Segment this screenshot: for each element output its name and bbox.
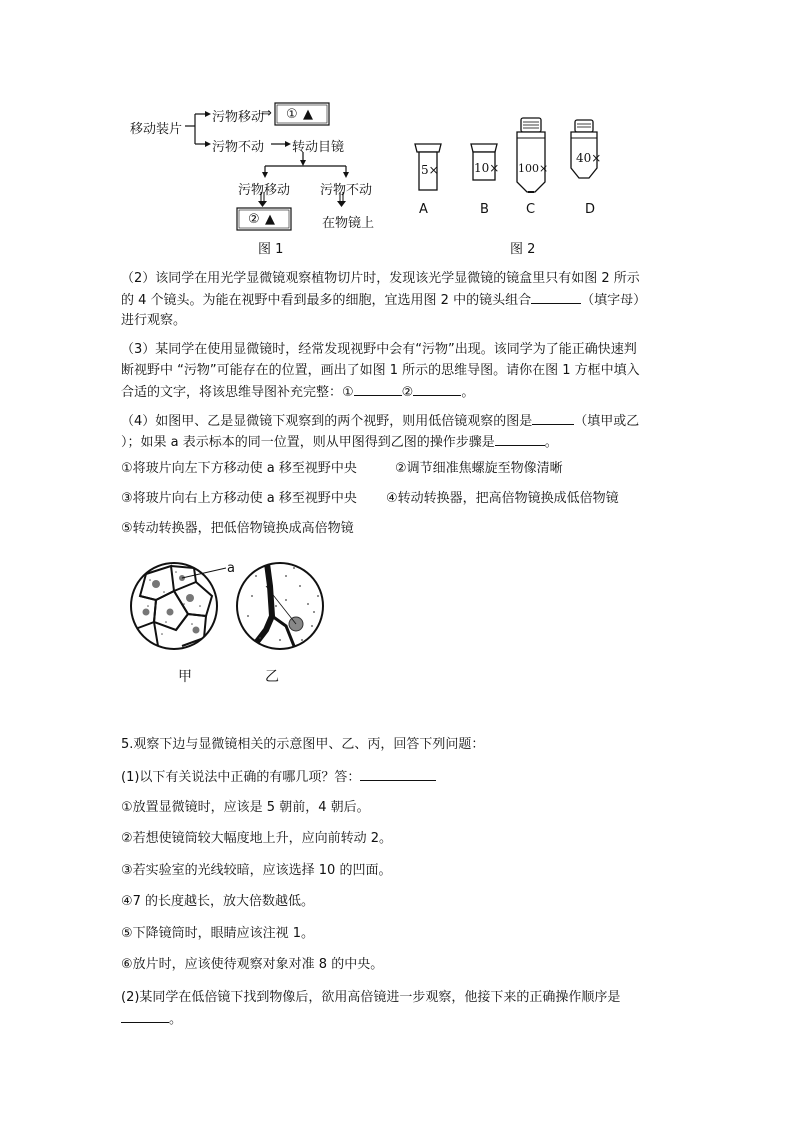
q3-answer-blank-2[interactable]	[413, 381, 461, 396]
fig1-dirt-stays-2: 污物不动	[320, 183, 373, 198]
fig1-box1-num: ①	[286, 107, 298, 122]
q4-option-2: ②调节细准焦螺旋至物像清晰	[395, 461, 563, 476]
fig1-box1-mark: ▲	[303, 107, 313, 122]
q5-sub2: (2)某同学在低倍镜下找到物像后，欲用高倍镜进一步观察，他接下来的正确操作顺序是	[121, 990, 621, 1005]
q5-sub1-answer-blank[interactable]	[360, 766, 436, 781]
lens-d-mag: 40×	[576, 151, 602, 165]
q5-item-4: ④7 的长度越长，放大倍数越低。	[121, 894, 315, 909]
fig1-root: 移动装片	[130, 122, 183, 137]
lens-a-mag: 5×	[421, 163, 439, 177]
q4-line-2	[121, 431, 558, 453]
fig1-arrow-1: ⇒	[261, 106, 272, 121]
fig1-box2-mark: ▲	[265, 212, 275, 227]
lens-b-mag: 10×	[474, 161, 500, 175]
q2-line-3: 进行观察。	[121, 313, 187, 328]
q2-line-2-tail: （填字母）	[581, 293, 647, 308]
q4-option-3: ③将玻片向右上方移动使 a 移至视野中央	[121, 491, 357, 506]
q5-item-5: ⑤下降镜筒时，眼睛应该注视 1。	[121, 926, 315, 941]
lens-a-letter: A	[419, 202, 428, 217]
fig2-caption: 图 2	[510, 242, 536, 257]
q4-answer-blank-1[interactable]	[532, 410, 574, 425]
q4-line-2-end: 。	[544, 435, 558, 450]
q5-item-3: ③若实验室的光线较暗，应该选择 10 的凹面。	[121, 863, 392, 878]
fig1-dirt-stays-1: 污物不动	[212, 140, 265, 155]
lens-d-shape	[571, 120, 597, 178]
fig1-on-objective: 在物镜上	[322, 216, 375, 231]
q5-sub2-line-2	[121, 1008, 182, 1030]
q2-line-1: （2）该同学在用光学显微镜观察植物切片时，发现该光学显微镜的镜盒里只有如图 2 所示	[121, 271, 640, 286]
lens-d-letter: D	[585, 202, 596, 217]
q5-sub2-answer-blank[interactable]	[121, 1008, 169, 1023]
lens-c-shape	[517, 118, 545, 192]
q5-sub1-text: (1)以下有关说法中正确的有哪几项？答：	[121, 770, 361, 785]
q5-item-6: ⑥放片时，应该使待观察对象对准 8 的中央。	[121, 957, 384, 972]
fig1-dirt-moves-1: 污物移动	[212, 110, 265, 125]
q5-title: 5.观察下边与显微镜相关的示意图甲、乙、丙，回答下列问题：	[121, 737, 485, 752]
q3-line-1: （3）某同学在使用显微镜时，经常发现视野中会有“污物”出现。该同学为了能正确快速判	[121, 342, 637, 357]
q5-item-1: ①放置显微镜时，应该是 5 朝前，4 朝后。	[121, 800, 370, 815]
q3-blank-2-label: ②	[401, 385, 414, 400]
q3-line-3	[121, 381, 474, 403]
q5-sub1	[121, 766, 436, 788]
q2-line-2	[121, 289, 646, 311]
fig1-rotate-eyepiece: 转动目镜	[292, 140, 345, 155]
q4-line-1-text: （4）如图甲、乙是显微镜下观察到的两个视野，则用低倍镜观察的图是	[121, 414, 533, 429]
lens-b-letter: B	[480, 202, 489, 217]
q4-answer-blank-2[interactable]	[495, 431, 545, 446]
q5-sub2-end: 。	[169, 1012, 183, 1027]
label-jia: 甲	[178, 669, 192, 685]
q3-line-3-text: 合适的文字，将该思维导图补充完整：①	[121, 385, 354, 400]
fig1-box2-num: ②	[248, 212, 260, 227]
q3-answer-blank-1[interactable]	[354, 381, 402, 396]
q2-answer-blank[interactable]	[531, 289, 581, 304]
label-yi: 乙	[265, 669, 279, 685]
q4-option-5: ⑤转动转换器，把低倍物镜换成高倍物镜	[121, 521, 354, 536]
label-a: a	[227, 561, 235, 576]
lens-c-letter: C	[526, 202, 536, 217]
q2-line-2-text: 的 4 个镜头。为能在视野中看到最多的细胞，宜选用图 2 中的镜头组合	[121, 293, 532, 308]
q4-option-1: ①将玻片向左下方移动使 a 移至视野中央	[121, 461, 357, 476]
q3-line-2: 断视野中 “污物”可能存在的位置，画出了如图 1 所示的思维导图。请你在图 1 方框中填入	[121, 363, 640, 378]
q4-line-1	[121, 410, 639, 432]
lens-c-mag: 100×	[518, 162, 549, 175]
q5-item-2: ②若想使镜筒较大幅度地上升，应向前转动 2。	[121, 831, 393, 846]
fig1-dirt-moves-2: 污物移动	[238, 183, 291, 198]
q3-line-3-end: 。	[461, 385, 475, 400]
q4-option-4: ④转动转换器，把高倍物镜换成低倍物镜	[386, 491, 619, 506]
q4-line-1-tail: （填甲或乙	[574, 414, 640, 429]
fig1-caption: 图 1	[258, 242, 284, 257]
q4-line-2-text: ）；如果 a 表示标本的同一位置，则从甲图得到乙图的操作步骤是	[121, 435, 495, 450]
field-yi	[232, 556, 332, 656]
